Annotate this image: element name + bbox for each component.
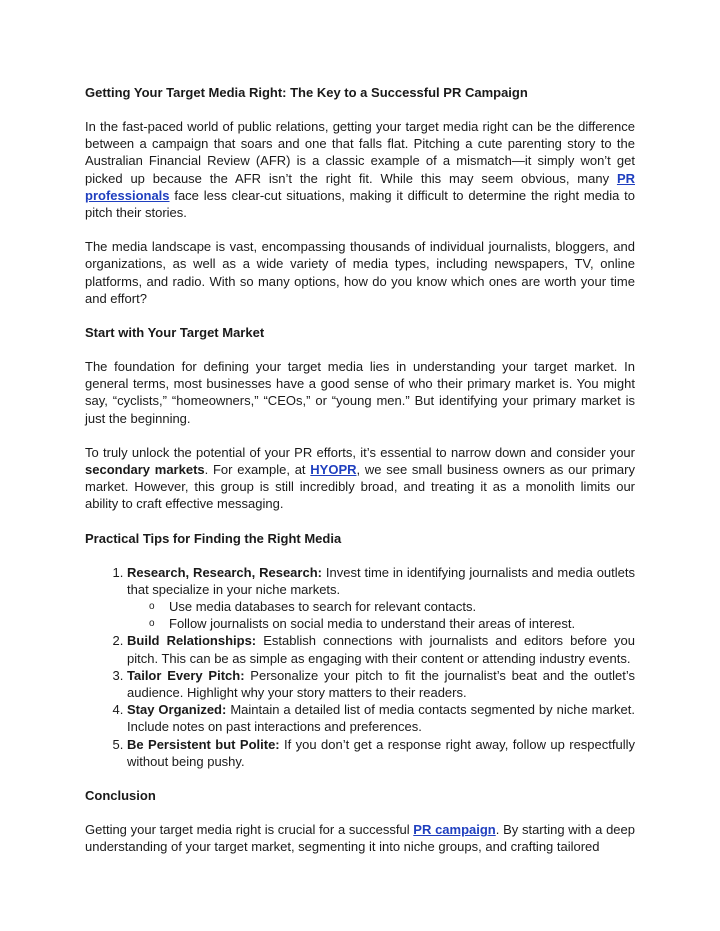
tip-title: Build Relationships: <box>127 633 257 649</box>
sub-list-item: o Use media databases to search for relevant contacts. <box>169 598 635 615</box>
tip-text: If you don’t get a response right away, follow up respectfully without being pushy. <box>127 736 635 769</box>
pr-campaign-link[interactable]: PR campaign <box>413 822 496 838</box>
tip-text: Maintain a detailed list of media contacts segmented by niche market. Include notes on past interactions and preferences. <box>127 702 635 735</box>
tip-title: Tailor Every Pitch: <box>127 667 245 683</box>
tips-list <box>85 564 635 770</box>
target-market-paragraph-1: The foundation for defining your target media lies in understanding your target market. In general terms, most businesses have a good sense of who their primary market is. You might say, “cyclists,” “homeowners,” “CEOs,” or “young men.” But identifying your primary market is just the beginning. <box>85 359 635 426</box>
conclusion-text-b: . By starting with a deep understanding of your target market, segmenting it into niche groups, and crafting tailored <box>85 822 635 855</box>
tip-title: Research, Research, Research: <box>127 564 322 580</box>
tip-title: Stay Organized: <box>127 702 227 718</box>
list-item <box>127 564 635 633</box>
intro-p1-text-b: face less clear-cut situations, making it difficult to determine the right media to pitch their stories. <box>85 187 635 221</box>
list-item <box>127 632 635 666</box>
sub-list-item: o Follow journalists on social media to understand their areas of interest. <box>169 615 635 632</box>
list-item <box>127 667 635 701</box>
tip-text: Establish connections with journalists and editors before you pitch. This can be as simple as engaging with their content or attending industry events. <box>127 633 636 666</box>
conclusion-paragraph <box>85 821 635 855</box>
section-heading-target-market: Start with Your Target Market <box>85 325 265 341</box>
target-market-paragraph-2 <box>85 444 635 513</box>
document-page <box>85 84 635 856</box>
section-heading-practical-tips: Practical Tips for Finding the Right Media <box>85 530 342 546</box>
sub-list <box>127 598 635 632</box>
tip-title: Be Persistent but Polite: <box>127 736 280 752</box>
hyopr-link[interactable]: HYOPR <box>310 462 357 478</box>
tm-p2-text-c: , we see small business owners as our primary market. However, this group is still incredibly broad, and treating it as a monolith limits our ability to craft effective messaging. <box>85 462 635 512</box>
tip-text: Personalize your pitch to fit the journalist’s beat and the outlet’s audience. Highlight why your story matters to their readers. <box>127 667 635 701</box>
conclusion-text-a: Getting your target media right is crucial for a successful <box>85 822 414 838</box>
intro-paragraph-1 <box>85 118 635 221</box>
list-item <box>127 736 635 770</box>
document-title: Getting Your Target Media Right: The Key to a Successful PR Campaign <box>85 85 528 100</box>
tip-text: Invest time in identifying journalists and media outlets that specialize in your niche markets. <box>127 564 635 597</box>
pr-professionals-link[interactable]: PR professionals <box>85 170 635 203</box>
tm-p2-text-a: To truly unlock the potential of your PR efforts, it’s essential to narrow down and consider your <box>85 444 635 460</box>
secondary-markets-bold: secondary markets <box>85 462 205 478</box>
intro-paragraph-2: The media landscape is vast, encompassing thousands of individual journalists, bloggers, and organizations, as well as a wide variety of media types, including newspapers, TV, online platforms, and radio. With so many options, how do you know which ones are worth your time and effort? <box>85 239 635 306</box>
section-heading-conclusion: Conclusion <box>85 788 156 804</box>
intro-p1-text-a: In the fast-paced world of public relations, getting your target media right can be the difference between a campaign that soars and one that falls flat. Pitching a cute parenting story to the Australian Financial Review (AFR) is a classic example of a mismatch—it simply won’t get picked up because the AFR isn’t the right fit. While this may seem obvious, many <box>85 119 635 186</box>
list-item <box>127 701 635 735</box>
tm-p2-text-b: . For example, at <box>204 462 311 478</box>
